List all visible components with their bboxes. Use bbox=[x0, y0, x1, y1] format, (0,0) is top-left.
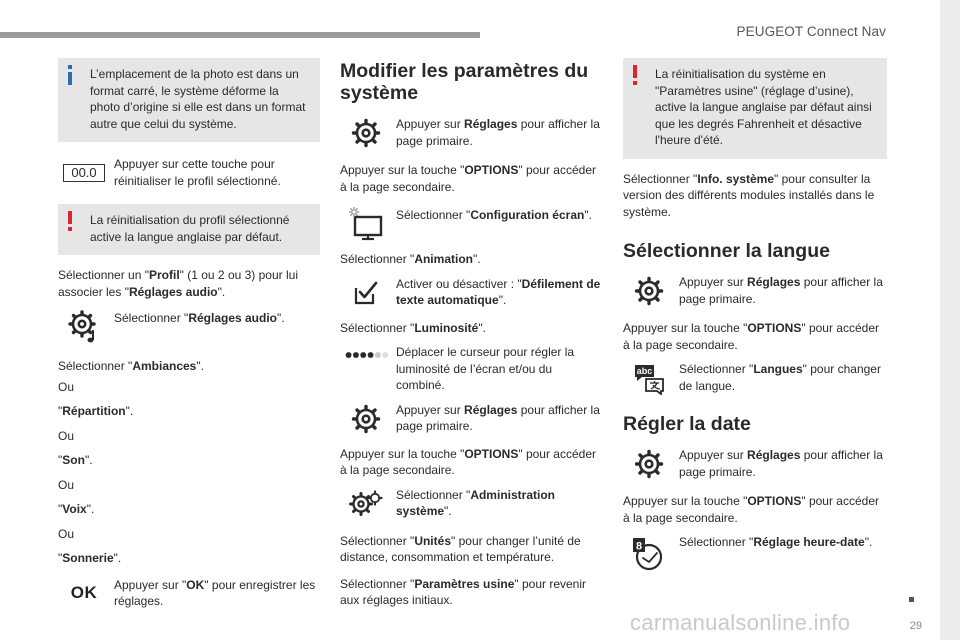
gear-icon bbox=[344, 116, 388, 150]
date-options-paragraph: Appuyer sur la touche "OPTIONS" pour accéder à la page secondaire. bbox=[623, 494, 879, 525]
info-icon bbox=[68, 65, 72, 85]
time-date-step: 8 Sélectionner "Réglage heure-date". bbox=[623, 534, 887, 574]
section-heading-language: Sélectionner la langue bbox=[623, 240, 830, 262]
screen-config-step: Sélectionner "Configuration écran". bbox=[340, 207, 603, 241]
reset-step: 00.0 Appuyer sur cette touche pour réinitialiser le profil sélectionné. bbox=[58, 156, 320, 190]
system-admin-step: Sélectionner "Administration système". bbox=[340, 487, 603, 521]
gear-icon bbox=[627, 447, 671, 481]
system-info-paragraph: Sélectionner "Info. système" pour consulter la version des différents modules installés dans le système. bbox=[623, 171, 875, 219]
language-settings-step: Appuyer sur Réglages pour afficher la page primaire. bbox=[623, 274, 887, 308]
warning-icon bbox=[633, 65, 637, 85]
profil-paragraph: Sélectionner un "Profil" (1 ou 2 ou 3) pour lui associer les "Réglages audio". bbox=[58, 268, 298, 299]
warning-note-factory: La réinitialisation du système en "Paramètres usine" (réglage d’usine), active la langue anglaise par défaut ainsi que les degrés Fahrenheit et désactive l'heure d'été. bbox=[623, 58, 887, 159]
screen-brightness-icon bbox=[344, 207, 388, 241]
options-paragraph: Appuyer sur la touche "OPTIONS" pour accéder à la page secondaire. bbox=[340, 163, 596, 194]
brightness-slider-step: Déplacer le curseur pour régler la luminosité de l’écran et/ou du combiné. bbox=[340, 344, 603, 394]
warning-icon bbox=[68, 211, 72, 231]
options-paragraph-2: Appuyer sur la touche "OPTIONS" pour accéder à la page secondaire. bbox=[340, 446, 596, 477]
sonnerie-line: "Sonnerie". bbox=[58, 551, 122, 565]
clock-icon bbox=[627, 534, 671, 568]
languages-step: abc Sélectionner "Langues" pour changer de langue. bbox=[623, 361, 887, 395]
or-line: Ou bbox=[58, 526, 75, 541]
or-line: Ou bbox=[58, 428, 75, 443]
or-line: Ou bbox=[58, 477, 75, 492]
ok-step: OK Appuyer sur "OK" pour enregistrer les réglages. bbox=[58, 577, 320, 611]
voix-line: "Voix". bbox=[58, 502, 95, 516]
repartition-line: "Répartition". bbox=[58, 404, 134, 418]
gear-icon bbox=[344, 402, 388, 436]
ambiances-line: Sélectionner "Ambiances". bbox=[58, 359, 204, 373]
column-2 bbox=[340, 58, 603, 609]
brightness-line: Sélectionner "Luminosité". bbox=[340, 320, 486, 335]
column-3 bbox=[623, 58, 887, 574]
section-heading-system: Modifier les paramètres du système bbox=[340, 60, 589, 104]
page-number: 29 bbox=[909, 620, 922, 632]
brightness-level-icon bbox=[344, 344, 388, 378]
header-title: PEUGEOT Connect Nav bbox=[736, 24, 886, 39]
checkbox-checked-icon bbox=[344, 276, 388, 310]
step-number-badge: 8 bbox=[635, 540, 643, 553]
reset-key-icon: 00.0 bbox=[62, 156, 106, 190]
audio-settings-icon bbox=[62, 310, 106, 344]
section-heading-date: Régler la date bbox=[623, 413, 751, 435]
watermark: carmanualsonline.info bbox=[630, 610, 851, 635]
or-line: Ou bbox=[58, 379, 75, 394]
ok-key-icon: OK bbox=[70, 583, 98, 603]
settings-step-2: Appuyer sur Réglages pour afficher la page primaire. bbox=[340, 402, 603, 436]
language-options-paragraph: Appuyer sur la touche "OPTIONS" pour accéder à la page secondaire. bbox=[623, 321, 879, 352]
language-icon bbox=[627, 361, 671, 395]
page-marker bbox=[909, 597, 914, 602]
units-paragraph: Sélectionner "Unités" pour changer l’unité de distance, consommation et température. bbox=[340, 533, 581, 564]
page-edge-band bbox=[940, 0, 960, 640]
son-line: "Son". bbox=[58, 453, 93, 467]
date-settings-step: Appuyer sur Réglages pour afficher la page primaire. bbox=[623, 447, 887, 481]
double-gear-icon bbox=[344, 487, 388, 521]
warning-note: La réinitialisation du profil sélectionné active la langue anglaise par défaut. bbox=[58, 204, 320, 255]
column-1 bbox=[58, 58, 320, 611]
top-rule bbox=[0, 32, 480, 38]
auto-scroll-step: Activer ou désactiver : "Défilement de texte automatique". bbox=[340, 276, 603, 310]
animation-line: Sélectionner "Animation". bbox=[340, 252, 481, 266]
info-note: L’emplacement de la photo est dans un format carré, le système déforme la photo d’origine si elle est dans un format autre que celui du système. bbox=[58, 58, 320, 142]
settings-step: Appuyer sur Réglages pour afficher la page primaire. bbox=[340, 116, 603, 150]
factory-settings-paragraph: Sélectionner "Paramètres usine" pour revenir aux réglages initiaux. bbox=[340, 576, 586, 607]
audio-settings-step: Sélectionner "Réglages audio". bbox=[58, 310, 320, 350]
svg-text:abc: abc bbox=[636, 366, 653, 376]
gear-icon bbox=[627, 274, 671, 308]
